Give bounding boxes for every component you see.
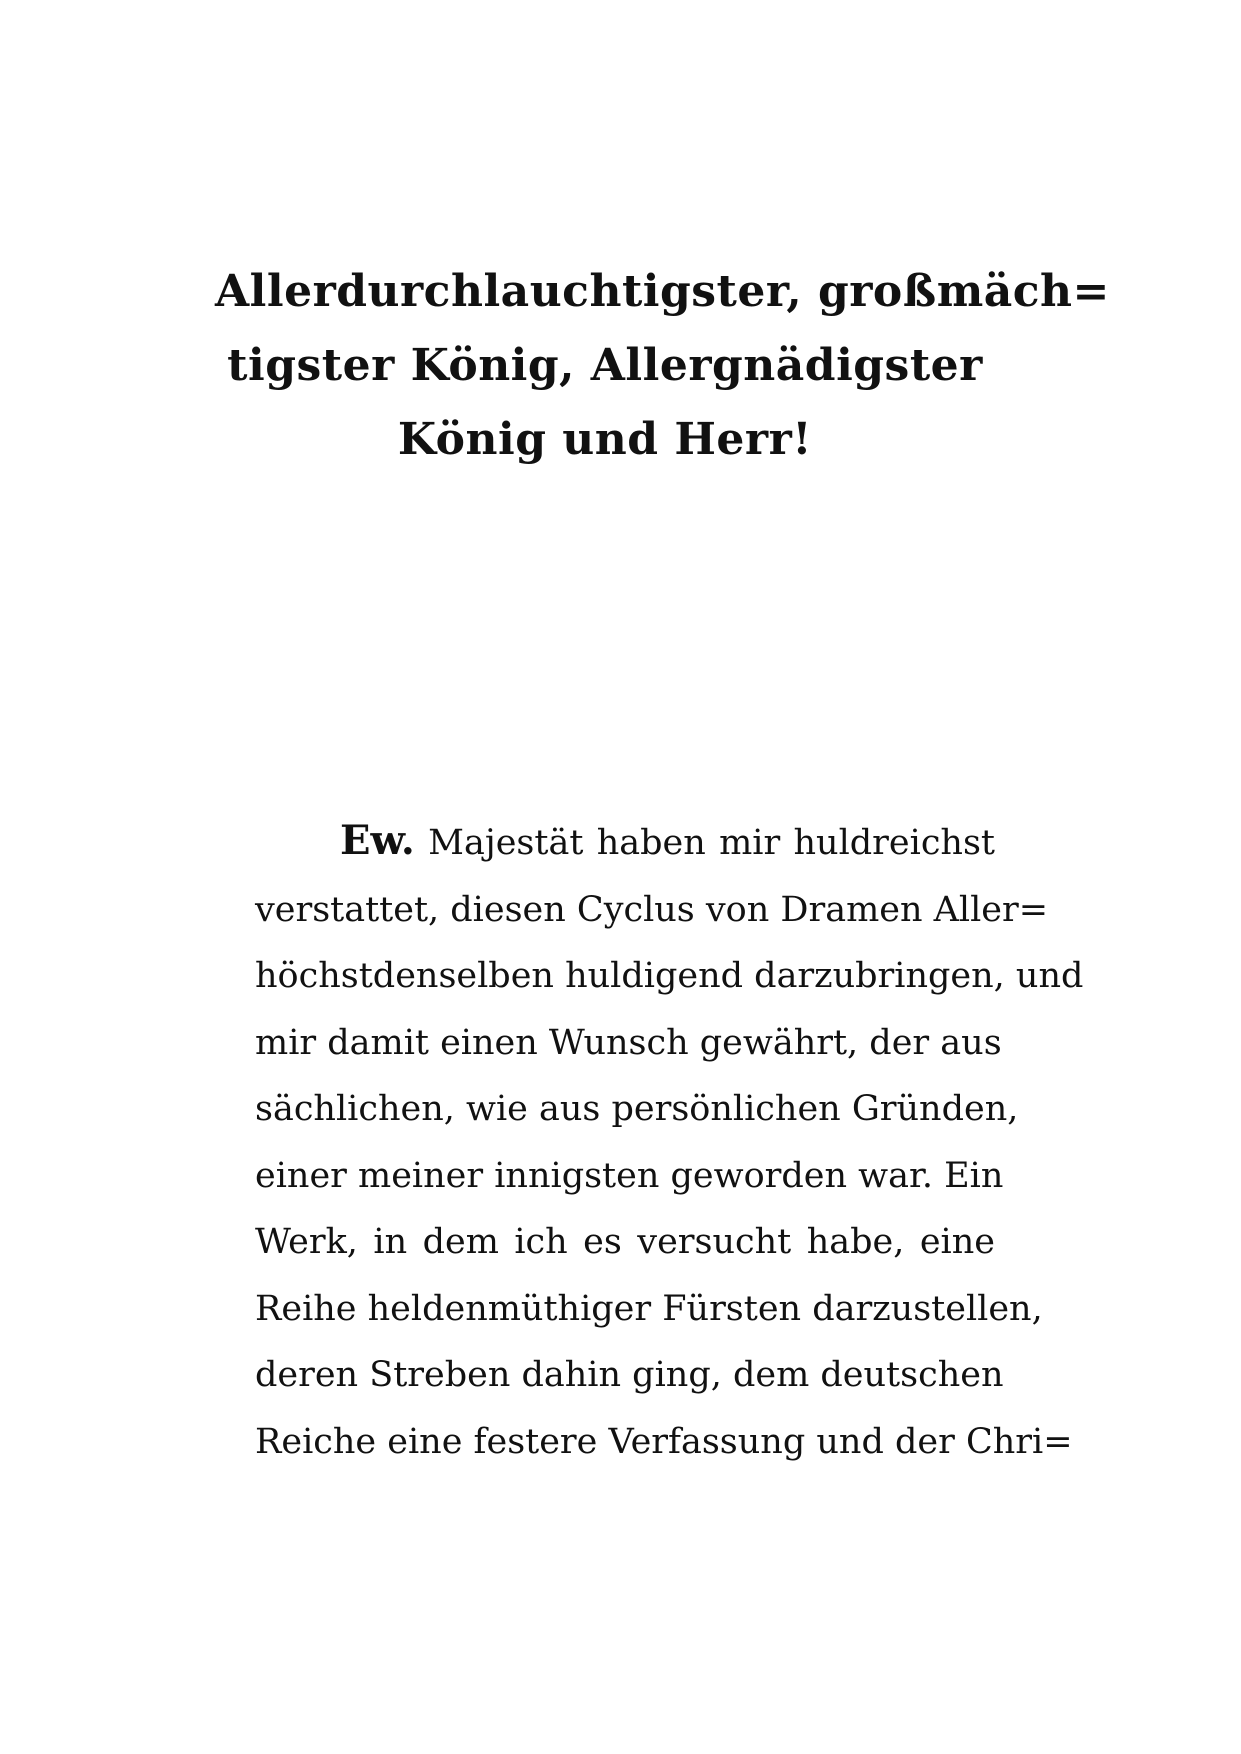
heading-line: Allerdurchlauchtigster, großmäch= bbox=[215, 266, 1110, 317]
body-line: verstattet, diesen Cyclus von Dramen Aller= bbox=[255, 889, 1049, 930]
body-line: Reiche eine festere Verfassung und der Chri= bbox=[255, 1421, 1073, 1462]
body-line: Werk, in dem ich es versucht habe, eine bbox=[255, 1222, 995, 1262]
dedication-body bbox=[255, 808, 1084, 1475]
opening-word: Ew. bbox=[340, 817, 415, 864]
heading-line: König und Herr! bbox=[397, 414, 813, 465]
body-line: deren Streben dahin ging, dem deutschen bbox=[255, 1355, 1004, 1395]
body-line: höchstdenselben huldigend darzubringen, und bbox=[255, 956, 1084, 996]
body-line: Reihe heldenmüthiger Fürsten darzustellen, bbox=[255, 1288, 1043, 1329]
heading-line: tigster König, Allergnädigster bbox=[227, 340, 983, 391]
body-line: sächlichen, wie aus persönlichen Gründen, bbox=[255, 1089, 1019, 1129]
body-line: einer meiner innigsten geworden war. Ein bbox=[255, 1155, 1004, 1196]
body-line: mir damit einen Wunsch gewährt, der aus bbox=[255, 1022, 1002, 1063]
first-line-text: Majestät haben mir huldreichst bbox=[428, 823, 995, 863]
dedication-heading bbox=[215, 255, 1110, 477]
body-line bbox=[255, 808, 995, 877]
